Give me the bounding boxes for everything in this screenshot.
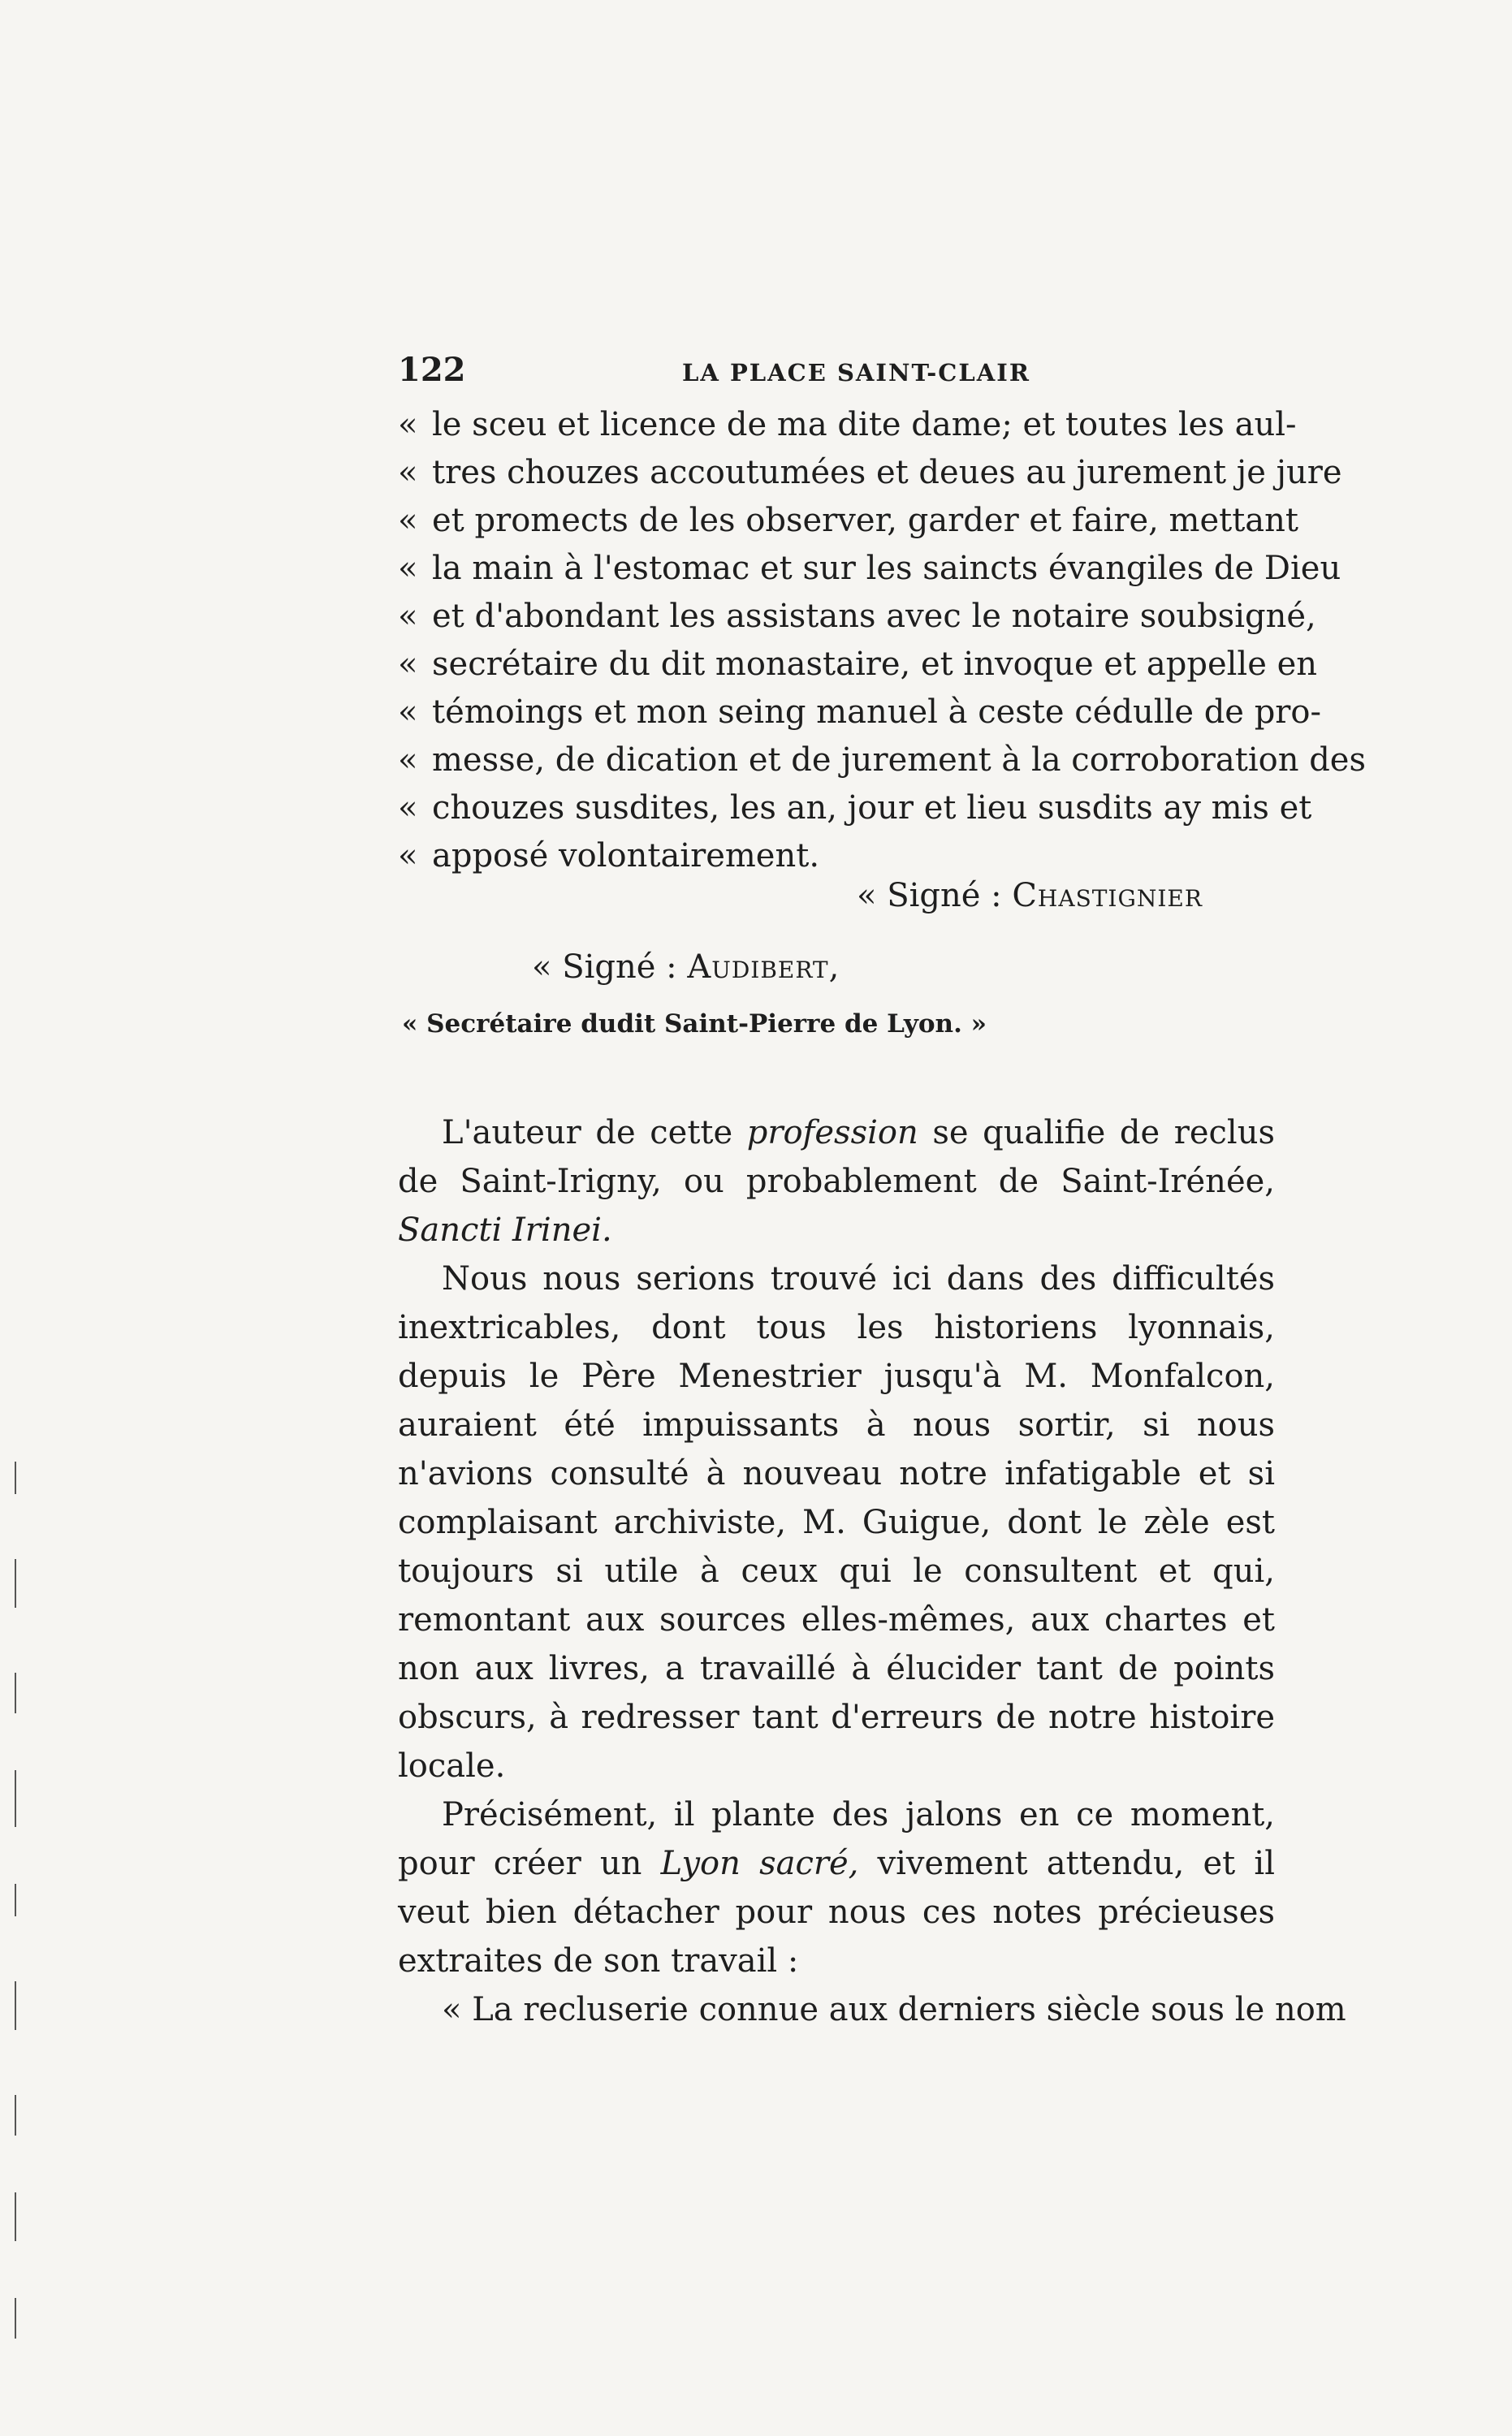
signature-secretaire: « Secrétaire dudit Saint-Pierre de Lyon. » — [402, 1009, 987, 1039]
body-text — [398, 1108, 1346, 2034]
quote-mark: « — [398, 550, 418, 587]
quote-line — [398, 454, 1342, 502]
paragraph-italic: Sancti Irinei. — [398, 1212, 612, 1249]
quote-line-text: tres chouzes accoutumées et deues au jurement je jure — [432, 454, 1342, 491]
signature-name: Chastignier — [1012, 877, 1203, 914]
paragraph — [398, 1108, 1275, 1255]
quote-line — [398, 550, 1341, 598]
quote-line-text: et promects de les observer, garder et faire, mettant — [432, 502, 1298, 539]
quote-line-text: le sceu et licence de ma dite dame; et toutes les aul- — [432, 406, 1297, 443]
quoted-oath-text — [398, 406, 1366, 885]
quote-line — [398, 406, 1297, 454]
quote-line-text: la main à l'estomac et sur les saincts évangiles de Dieu — [432, 550, 1341, 587]
signature-name: Audibert, — [687, 948, 840, 986]
quote-line-text: messe, de dication et de jurement à la corroboration des — [432, 741, 1366, 779]
signature-audibert — [532, 948, 840, 986]
paragraph-text: se qualifie de reclus de Saint-Irigny, ou probablement de Saint-Irénée, — [398, 1114, 1275, 1200]
quote-line — [398, 693, 1322, 741]
page-number: 122 — [398, 351, 466, 389]
quote-line — [398, 502, 1298, 550]
quote-mark: « — [398, 741, 418, 779]
paragraph-text: vivement attendu, et il veut bien détacher pour nous ces notes précieuses extraites de son travail : — [398, 1845, 1275, 1980]
quote-mark: « — [398, 502, 418, 539]
page-header — [398, 351, 1275, 400]
running-title: LA PLACE SAINT-CLAIR — [682, 359, 1030, 387]
quote-line — [398, 598, 1316, 646]
quote-mark: « — [398, 693, 418, 731]
quote-mark: « — [398, 789, 418, 827]
quote-mark: « — [398, 598, 418, 635]
quote-line-text: secrétaire du dit monastaire, et invoque et appelle en — [432, 646, 1318, 683]
quote-mark: « — [398, 454, 418, 491]
quote-line — [398, 741, 1366, 789]
paragraph-italic: Lyon sacré, — [660, 1845, 859, 1882]
signature-prefix: « Signé : — [857, 877, 1013, 914]
scan-margin-marks — [0, 1462, 24, 2436]
quote-line — [398, 789, 1312, 837]
quote-line — [398, 646, 1318, 693]
signature-chastignier — [857, 877, 1203, 914]
signature-prefix: « Signé : — [532, 948, 688, 986]
quote-mark: « — [398, 406, 418, 443]
paragraph: Nous nous serions trouvé ici dans des difficultés inextricables, dont tous les historiens lyonnais, depuis le Père Menestrier jusqu'à M. Monfalcon, auraient été impuissants à nous sortir, si nous n'avions consulté à nouveau notre infatigable et si complaisant archiviste, M. Guigue, dont le zèle est toujours si utile à ceux qui le consultent et qui, remontant aux sources elles-mêmes, aux chartes et non aux livres, a travaillé à élucider tant de points obscurs, à redresser tant d'erreurs de notre histoire locale. — [398, 1260, 1275, 1785]
paragraph: « La recluserie connue aux derniers siècle sous le nom — [442, 1991, 1346, 2028]
quote-line-text: chouzes susdites, les an, jour et lieu susdits ay mis et — [432, 789, 1312, 827]
quote-line-text: témoings et mon seing manuel à ceste cédulle de pro- — [432, 693, 1322, 731]
quote-mark: « — [398, 646, 418, 683]
quote-line-text: et d'abondant les assistans avec le notaire soubsigné, — [432, 598, 1316, 635]
paragraph-text: Précisément, il plante des jalons en ce moment, pour créer un — [398, 1796, 1275, 1882]
quote-line-text: apposé volontairement. — [432, 837, 820, 875]
quote-mark: « — [398, 837, 418, 875]
paragraph-text: L'auteur de cette — [442, 1114, 747, 1151]
paragraph-italic: profession — [746, 1114, 918, 1151]
paragraph — [398, 1790, 1275, 1985]
